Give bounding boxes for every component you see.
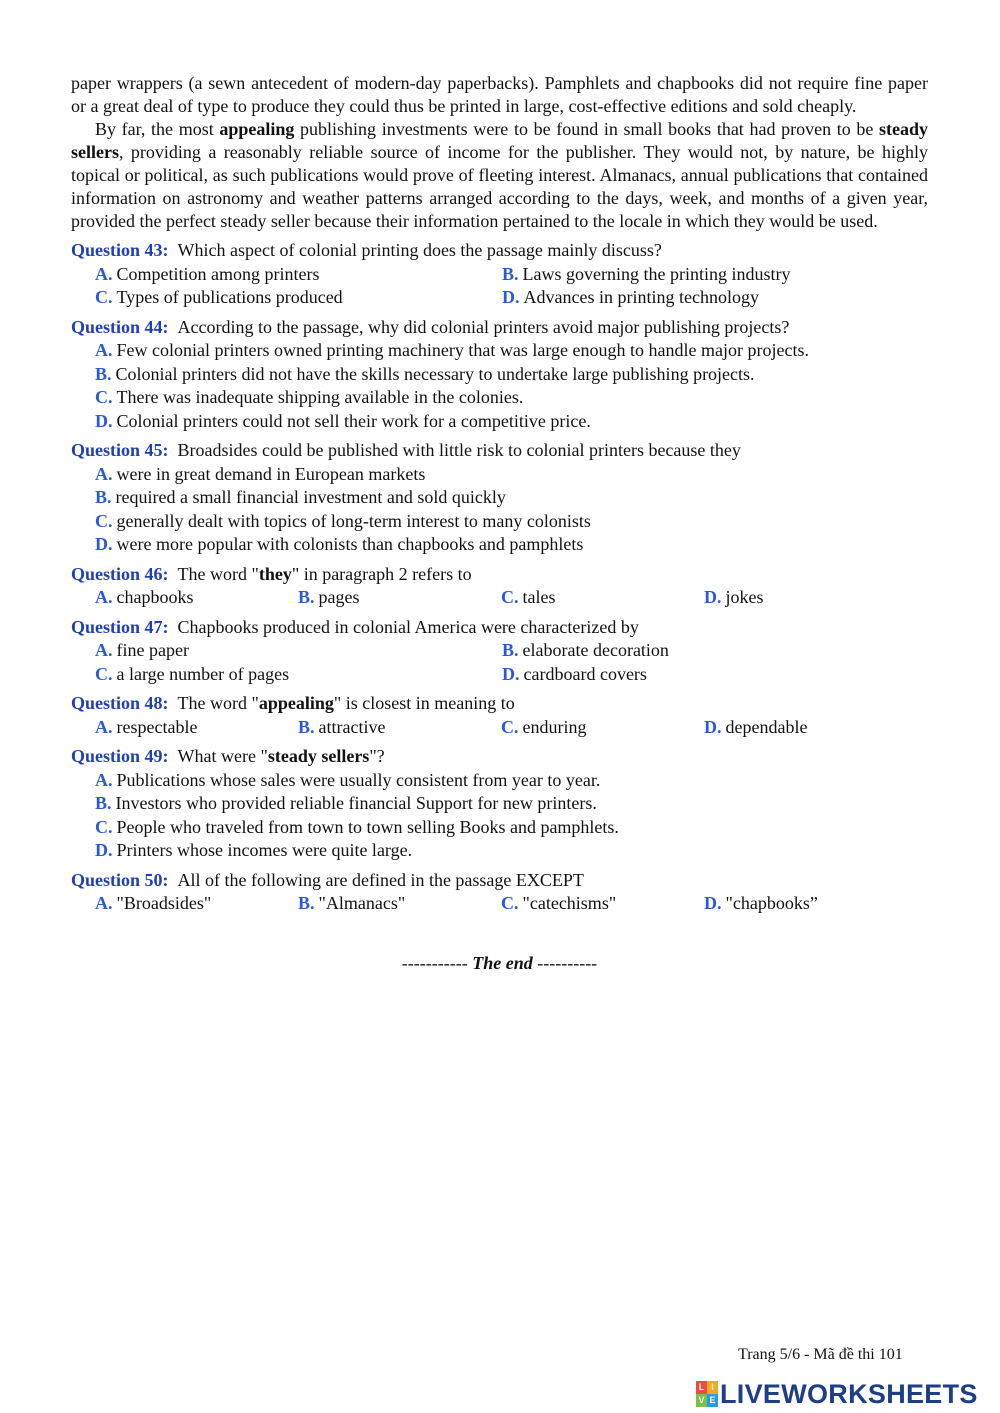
question-text: The word "appealing" is closest in meaning to: [177, 693, 515, 713]
option-a[interactable]: A. chapbooks: [95, 587, 194, 607]
question-number: Question 45:: [71, 440, 169, 460]
option-b[interactable]: B. Colonial printers did not have the skills necessary to undertake large publishing projects.: [95, 363, 755, 384]
option-b[interactable]: B. "Almanacs": [298, 893, 406, 913]
question-text: Chapbooks produced in colonial America were characterized by: [177, 616, 639, 637]
passage-paragraph-2: By far, the most appealing publishing investments were to be found in small books that had proven to be steady sellers, providing a reasonably reliable source of income for the publisher. They would not, by nature, be highly topical or political, as such publications would prove of fleeting interest. Almanacs, annual publications that contained information on astronomy and weather patterns arranged according to the days, week, and months of a given year, provided the perfect steady seller because their information pertained to the locale in which they would be used.: [71, 119, 928, 231]
question-number: Question 47:: [71, 616, 169, 637]
option-c[interactable]: C. tales: [501, 587, 556, 607]
option-d[interactable]: D. cardboard covers: [502, 663, 647, 684]
question-text: Which aspect of colonial printing does the passage mainly discuss?: [177, 240, 662, 260]
question-number: Question 46:: [71, 563, 169, 584]
option-a[interactable]: A. "Broadsides": [95, 893, 212, 913]
question-number: Question 48:: [71, 693, 169, 713]
option-c[interactable]: C. Types of publications produced: [95, 287, 343, 307]
option-d[interactable]: D. dependable: [704, 716, 808, 737]
option-c[interactable]: C. enduring: [501, 716, 587, 737]
question-44: [71, 316, 928, 434]
option-b[interactable]: B. Laws governing the printing industry: [502, 263, 791, 284]
keyword-steady-sellers: steady sellers: [71, 119, 928, 162]
question-number: Question 44:: [71, 316, 169, 337]
logo-mark-l: L: [696, 1381, 707, 1394]
passage-paragraph-1: paper wrappers (a sewn antecedent of modern-day paperbacks). Pamphlets and chapbooks did not require fine paper or a great deal of type to produce they could thus be printed in large, cost-effective editions and sold cheaply.: [71, 73, 928, 116]
option-a[interactable]: A. fine paper: [95, 640, 189, 660]
question-45: [71, 439, 928, 557]
question-text: Broadsides could be published with little risk to colonial printers because they: [177, 440, 741, 460]
option-a[interactable]: A. Few colonial printers owned printing machinery that was large enough to handle major projects.: [95, 340, 809, 360]
question-text: All of the following are defined in the passage EXCEPT: [177, 869, 584, 890]
option-d[interactable]: D. Advances in printing technology: [502, 287, 759, 307]
liveworksheets-logo[interactable]: [696, 1380, 978, 1408]
question-text: What were "steady sellers"?: [177, 746, 385, 766]
option-a[interactable]: A. Publications whose sales were usually consistent from year to year.: [95, 769, 601, 790]
question-46: [71, 563, 928, 610]
option-c[interactable]: C. People who traveled from town to town selling Books and pamphlets.: [95, 816, 619, 837]
question-49: [71, 745, 928, 863]
the-end-marker: ----------- The end ----------: [401, 952, 598, 973]
logo-mark-icon: [696, 1381, 718, 1407]
option-c[interactable]: C. a large number of pages: [95, 663, 290, 684]
logo-mark-v: V: [696, 1394, 707, 1407]
option-a[interactable]: A. respectable: [95, 716, 198, 737]
option-c[interactable]: C. "catechisms": [501, 893, 617, 913]
option-d[interactable]: D. jokes: [704, 587, 764, 607]
option-d[interactable]: D. were more popular with colonists than chapbooks and pamphlets: [95, 534, 584, 554]
option-d[interactable]: D. Colonial printers could not sell their work for a competitive price.: [95, 410, 591, 431]
question-number: Question 43:: [71, 240, 169, 260]
option-c[interactable]: C. There was inadequate shipping available in the colonies.: [95, 387, 524, 407]
option-d[interactable]: D. Printers whose incomes were quite large.: [95, 840, 413, 860]
keyword-appealing: appealing: [219, 119, 295, 139]
option-b[interactable]: B. pages: [298, 587, 360, 607]
question-text: According to the passage, why did colonial printers avoid major publishing projects?: [177, 316, 790, 337]
logo-mark-e: E: [707, 1394, 718, 1407]
question-47: [71, 616, 928, 687]
option-c[interactable]: C. generally dealt with topics of long-term interest to many colonists: [95, 510, 591, 531]
option-b[interactable]: B. attractive: [298, 716, 386, 737]
option-b[interactable]: B. Investors who provided reliable financial Support for new printers.: [95, 793, 597, 813]
option-d[interactable]: D. "chapbooks”: [704, 893, 818, 913]
page-footer: Trang 5/6 - Mã đề thi 101: [738, 1346, 903, 1363]
question-number: Question 49:: [71, 746, 169, 766]
question-43: [71, 239, 928, 310]
logo-mark-i: I: [707, 1381, 718, 1394]
logo-text: LIVEWORKSHEETS: [720, 1378, 978, 1409]
option-a[interactable]: A. were in great demand in European markets: [95, 463, 426, 484]
worksheet-page: [71, 72, 928, 974]
option-a[interactable]: A. Competition among printers: [95, 263, 320, 284]
question-number: Question 50:: [71, 869, 169, 890]
option-b[interactable]: B. elaborate decoration: [502, 640, 669, 660]
question-50: [71, 869, 928, 916]
question-48: [71, 692, 928, 739]
question-text: The word "they" in paragraph 2 refers to: [177, 563, 472, 584]
option-b[interactable]: B. required a small financial investment and sold quickly: [95, 487, 506, 507]
